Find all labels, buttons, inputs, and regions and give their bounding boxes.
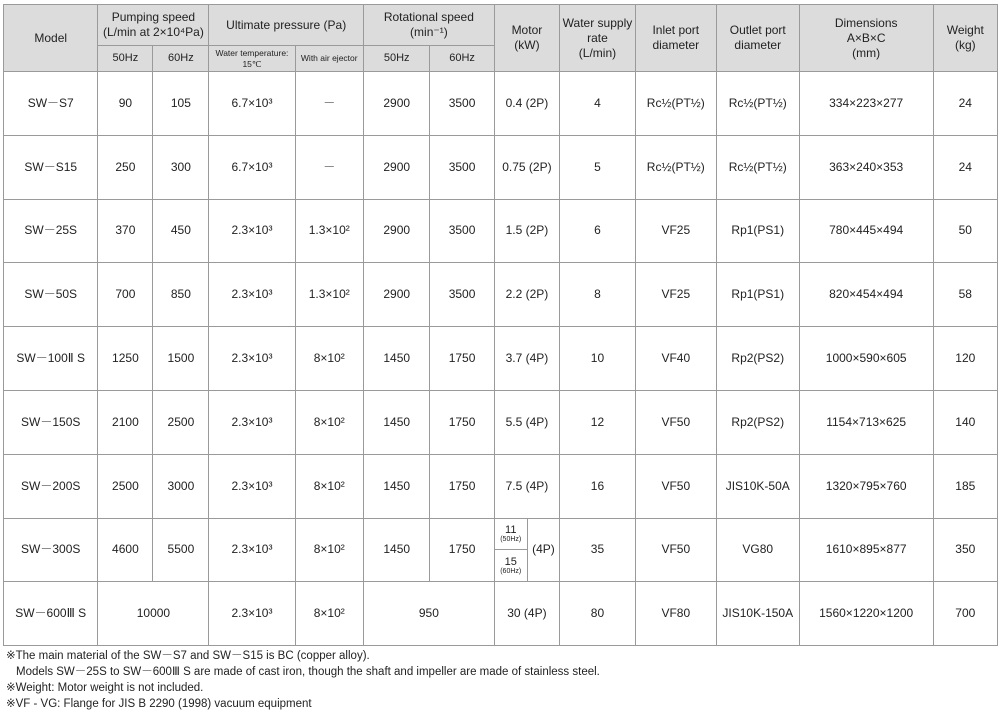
cell-rs50: 1450 — [364, 327, 430, 391]
cell-up-water: 6.7×10³ — [209, 72, 295, 136]
header-row — [4, 5, 998, 46]
cell-model: SW－100Ⅱ S — [4, 327, 98, 391]
cell-inlet: Rc½(PT½) — [635, 72, 716, 136]
cell-dims: 1154×713×625 — [799, 390, 933, 454]
table-row — [4, 390, 998, 454]
cell-dims: 363×240×353 — [799, 135, 933, 199]
cell-up-water: 2.3×10³ — [209, 518, 295, 582]
cell-motor: 0.75 (2P) — [494, 135, 559, 199]
cell-ps50: 250 — [98, 135, 153, 199]
table-row — [4, 135, 998, 199]
cell-up-water: 2.3×10³ — [209, 390, 295, 454]
footnote: Models SW－25S to SW－600Ⅲ S are made of cast iron, though the shaft and impeller are made of stainless steel. — [16, 666, 600, 678]
cell-outlet: JIS10K-50A — [716, 454, 799, 518]
motor-split — [495, 519, 559, 582]
table-row — [4, 327, 998, 391]
cell-model: SW－25S — [4, 199, 98, 263]
cell-inlet: VF50 — [635, 518, 716, 582]
motor-pole: (4P) — [532, 542, 555, 557]
cell-weight: 24 — [933, 135, 997, 199]
footnote: ※The main material of the SW－S7 and SW－S15 is BC (copper alloy). — [6, 650, 370, 662]
col-inlet: Inlet port diameter — [635, 5, 716, 72]
cell-rs60: 1750 — [430, 454, 494, 518]
cell-model: SW－S7 — [4, 72, 98, 136]
cell-weight: 700 — [933, 582, 997, 646]
sub-rs-50hz: 50Hz — [364, 46, 430, 72]
cell-water: 35 — [560, 518, 636, 582]
cell-water: 16 — [560, 454, 636, 518]
cell-ps50: 2500 — [98, 454, 153, 518]
cell-inlet: VF80 — [635, 582, 716, 646]
col-weight: Weight (kg) — [933, 5, 997, 72]
cell-up-air: － — [295, 72, 363, 136]
cell-up-water: 2.3×10³ — [209, 327, 295, 391]
cell-rs60: 3500 — [430, 199, 494, 263]
cell-motor: 1.5 (2P) — [494, 199, 559, 263]
cell-water: 4 — [560, 72, 636, 136]
cell-up-air: 8×10² — [295, 582, 363, 646]
cell-rs60: 1750 — [430, 518, 494, 582]
table-row — [4, 582, 998, 646]
cell-inlet: VF25 — [635, 263, 716, 327]
cell-rs50: 1450 — [364, 454, 430, 518]
cell-water: 12 — [560, 390, 636, 454]
cell-ps60: 450 — [153, 199, 209, 263]
cell-outlet: Rp2(PS2) — [716, 327, 799, 391]
cell-inlet: Rc½(PT½) — [635, 135, 716, 199]
cell-ps60: 5500 — [153, 518, 209, 582]
cell-motor: 3.7 (4P) — [494, 327, 559, 391]
cell-weight: 58 — [933, 263, 997, 327]
cell-rs60: 1750 — [430, 390, 494, 454]
cell-dims: 334×223×277 — [799, 72, 933, 136]
cell-outlet: Rp1(PS1) — [716, 199, 799, 263]
cell-model: SW－300S — [4, 518, 98, 582]
cell-weight: 50 — [933, 199, 997, 263]
cell-dims: 820×454×494 — [799, 263, 933, 327]
cell-model: SW－150S — [4, 390, 98, 454]
col-ultimate-pressure: Ultimate pressure (Pa) — [209, 5, 364, 46]
cell-weight: 350 — [933, 518, 997, 582]
cell-weight: 120 — [933, 327, 997, 391]
table-row — [4, 263, 998, 327]
cell-up-air: 1.3×10² — [295, 263, 363, 327]
footnote: ※Weight: Motor weight is not included. — [6, 682, 204, 694]
cell-ps50: 370 — [98, 199, 153, 263]
sub-ps-60hz: 60Hz — [153, 46, 209, 72]
cell-weight: 24 — [933, 72, 997, 136]
table-row — [4, 72, 998, 136]
specifications-table — [3, 4, 998, 646]
cell-dims: 1560×1220×1200 — [799, 582, 933, 646]
sub-ps-50hz: 50Hz — [98, 46, 153, 72]
cell-ps50: 2100 — [98, 390, 153, 454]
cell-water: 5 — [560, 135, 636, 199]
cell-up-air: 8×10² — [295, 327, 363, 391]
motor-60hz: 15 (60Hz) — [495, 549, 527, 581]
cell-rs60: 3500 — [430, 263, 494, 327]
cell-water: 10 — [560, 327, 636, 391]
cell-ps50: 1250 — [98, 327, 153, 391]
cell-model: SW－50S — [4, 263, 98, 327]
cell-outlet: VG80 — [716, 518, 799, 582]
cell-rs60: 3500 — [430, 72, 494, 136]
cell-dims: 1000×590×605 — [799, 327, 933, 391]
cell-outlet: Rc½(PT½) — [716, 72, 799, 136]
cell-inlet: VF50 — [635, 390, 716, 454]
col-pumping-speed: Pumping speed (L/min at 2×10⁴Pa) — [98, 5, 209, 46]
cell-up-air: 8×10² — [295, 518, 363, 582]
motor-50hz: 11 (50Hz) — [500, 524, 522, 544]
cell-ps50: 90 — [98, 72, 153, 136]
cell-motor: 30 (4P) — [494, 582, 559, 646]
cell-model: SW－200S — [4, 454, 98, 518]
cell-outlet: Rc½(PT½) — [716, 135, 799, 199]
table-row — [4, 518, 998, 582]
cell-ps: 10000 — [98, 582, 209, 646]
cell-water: 80 — [560, 582, 636, 646]
footnotes — [6, 648, 600, 712]
cell-ps50: 700 — [98, 263, 153, 327]
footnote: ※VF - VG: Flange for JIS B 2290 (1998) vacuum equipment — [6, 698, 312, 710]
cell-up-air: 8×10² — [295, 454, 363, 518]
cell-rs50: 2900 — [364, 263, 430, 327]
cell-inlet: VF25 — [635, 199, 716, 263]
cell-ps60: 105 — [153, 72, 209, 136]
table-row — [4, 199, 998, 263]
cell-rs: 950 — [364, 582, 495, 646]
cell-dims: 780×445×494 — [799, 199, 933, 263]
cell-rs50: 1450 — [364, 390, 430, 454]
cell-up-air: 1.3×10² — [295, 199, 363, 263]
cell-rs50: 2900 — [364, 199, 430, 263]
sub-air-ejector: With air ejector — [295, 46, 363, 72]
col-motor: Motor (kW) — [494, 5, 559, 72]
table-row — [4, 454, 998, 518]
cell-rs60: 1750 — [430, 327, 494, 391]
col-rotational-speed: Rotational speed (min⁻¹) — [364, 5, 495, 46]
cell-outlet: Rp2(PS2) — [716, 390, 799, 454]
motor-hz-values — [495, 519, 528, 582]
cell-water: 6 — [560, 199, 636, 263]
cell-motor: 0.4 (2P) — [494, 72, 559, 136]
cell-motor — [494, 518, 559, 582]
sub-water-temp: Water temperature: 15℃ — [209, 46, 295, 72]
cell-ps60: 2500 — [153, 390, 209, 454]
cell-inlet: VF50 — [635, 454, 716, 518]
cell-outlet: JIS10K-150A — [716, 582, 799, 646]
cell-up-water: 6.7×10³ — [209, 135, 295, 199]
cell-ps60: 850 — [153, 263, 209, 327]
cell-up-water: 2.3×10³ — [209, 263, 295, 327]
cell-ps50: 4600 — [98, 518, 153, 582]
cell-motor: 2.2 (2P) — [494, 263, 559, 327]
cell-dims: 1610×895×877 — [799, 518, 933, 582]
cell-weight: 140 — [933, 390, 997, 454]
cell-rs50: 1450 — [364, 518, 430, 582]
cell-rs50: 2900 — [364, 135, 430, 199]
cell-inlet: VF40 — [635, 327, 716, 391]
cell-rs60: 3500 — [430, 135, 494, 199]
cell-up-air: 8×10² — [295, 390, 363, 454]
cell-water: 8 — [560, 263, 636, 327]
cell-dims: 1320×795×760 — [799, 454, 933, 518]
cell-ps60: 300 — [153, 135, 209, 199]
cell-model: SW－600Ⅲ S — [4, 582, 98, 646]
cell-up-air: － — [295, 135, 363, 199]
cell-up-water: 2.3×10³ — [209, 454, 295, 518]
cell-ps60: 3000 — [153, 454, 209, 518]
cell-motor: 5.5 (4P) — [494, 390, 559, 454]
col-water-supply: Water supply rate (L/min) — [560, 5, 636, 72]
cell-up-water: 2.3×10³ — [209, 582, 295, 646]
cell-motor: 7.5 (4P) — [494, 454, 559, 518]
cell-weight: 185 — [933, 454, 997, 518]
cell-up-water: 2.3×10³ — [209, 199, 295, 263]
col-model: Model — [4, 5, 98, 72]
sub-rs-60hz: 60Hz — [430, 46, 494, 72]
col-outlet: Outlet port diameter — [716, 5, 799, 72]
cell-model: SW－S15 — [4, 135, 98, 199]
col-dimensions: Dimensions A×B×C (mm) — [799, 5, 933, 72]
cell-outlet: Rp1(PS1) — [716, 263, 799, 327]
cell-rs50: 2900 — [364, 72, 430, 136]
cell-ps60: 1500 — [153, 327, 209, 391]
